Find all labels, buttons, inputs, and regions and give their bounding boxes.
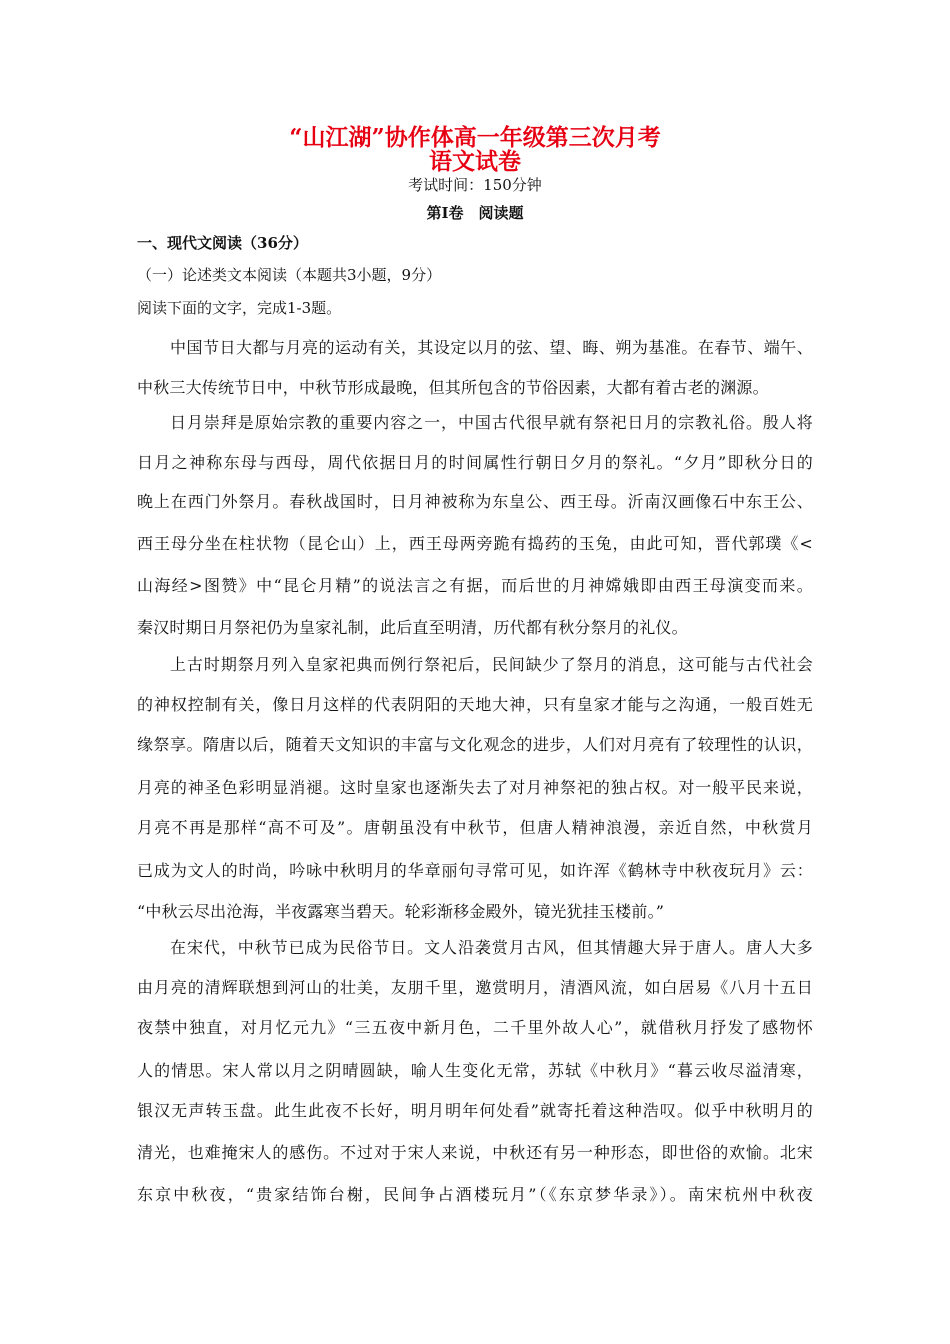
exam-subtitle: 语文试卷 — [429, 148, 521, 175]
passage-line: “中秋云尽出沧海，半夜露寒当碧天。轮彩渐移金殿外，镜光犹挂玉楼前。” — [137, 902, 665, 921]
passage-line: 西王母分坐在柱状物（昆仑山）上，西王母两旁跪有捣药的玉兔，由此可知，晋代郭璞《< — [137, 534, 813, 553]
passage-line: 的神权控制有关，像日月这样的代表阴阳的天地大神，只有皇家才能与之沟通，一般百姓无 — [137, 695, 813, 714]
passage-line: 缘祭享。隋唐以后，随着天文知识的丰富与文化观念的进步，人们对月亮有了较理性的认识， — [137, 735, 813, 754]
section-heading: 一、现代文阅读（36分） — [137, 234, 308, 252]
reading-instruction: 阅读下面的文字，完成1-3题。 — [137, 299, 342, 317]
passage-line: 日月崇拜是原始宗教的重要内容之一，中国古代很早就有祭祀日月的宗教礼俗。殷人将 — [170, 413, 813, 432]
passage-line: 上古时期祭月列入皇家祀典而例行祭祀后，民间缺少了祭月的消息，这可能与古代社会 — [170, 655, 813, 674]
passage-line: 中秋三大传统节日中，中秋节形成最晚，但其所包含的节俗因素，大都有着古老的渊源。 — [137, 378, 769, 397]
passage-line: 山海经>图赞》中“昆仑月精”的说法言之有据，而后世的月神嫦娥即由西王母演变而来。 — [137, 576, 813, 595]
passage-line: 中国节日大都与月亮的运动有关，其设定以月的弦、望、晦、朔为基准。在春节、端午、 — [170, 338, 813, 357]
passage-line: 人的情思。宋人常以月之阴晴圆缺，喻人生变化无常，苏轼《中秋月》“暮云收尽溢清寒， — [137, 1061, 813, 1080]
passage-line: 日月之神称东母与西母，周代依据日月的时间属性行朝日夕月的祭礼。“夕月”即秋分日的 — [137, 453, 813, 472]
volume-title: 第Ⅰ卷 阅读题 — [426, 204, 524, 222]
passage-line: 东京中秋夜，“贵家结饰台榭，民间争占酒楼玩月”（《东京梦华录》）。南宋杭州中秋夜 — [137, 1185, 813, 1204]
passage-line: 秦汉时期日月祭祀仍为皇家礼制，此后直至明清，历代都有秋分祭月的礼仪。 — [137, 618, 688, 637]
passage-line: 晚上在西门外祭月。春秋战国时，日月神被称为东皇公、西王母。沂南汉画像石中东王公、 — [137, 492, 813, 511]
sub-section-heading: （一）论述类文本阅读（本题共3小题，9分） — [137, 266, 442, 284]
passage-line: 月亮的神圣色彩明显消褪。这时皇家也逐渐失去了对月神祭祀的独占权。对一般平民来说， — [137, 778, 813, 797]
passage-line: 银汉无声转玉盘。此生此夜不长好，明月明年何处看”就寄托着这种浩叹。似乎中秋明月的 — [137, 1101, 813, 1120]
exam-time: 考试时间：150分钟 — [408, 176, 542, 194]
passage-line: 清光，也难掩宋人的感伤。不过对于宋人来说，中秋还有另一种形态，即世俗的欢愉。北宋 — [137, 1143, 813, 1162]
passage-line: 夜禁中独直，对月忆元九》“三五夜中新月色，二千里外故人心”，就借秋月抒发了感物怀 — [137, 1018, 813, 1037]
exam-title: “山江湖”协作体高一年级第三次月考 — [289, 124, 661, 151]
passage-line: 在宋代，中秋节已成为民俗节日。文人沿袭赏月古风，但其情趣大异于唐人。唐人大多 — [170, 938, 813, 957]
passage-line: 月亮不再是那样“高不可及”。唐朝虽没有中秋节，但唐人精神浪漫，亲近自然，中秋赏月 — [137, 818, 813, 837]
passage-line: 已成为文人的时尚，吟咏中秋明月的华章丽句寻常可见，如许浑《鹤林寺中秋夜玩月》云： — [137, 861, 813, 880]
passage-line: 由月亮的清辉联想到河山的壮美，友朋千里，邀赏明月，清酒风流，如白居易《八月十五日 — [137, 978, 813, 997]
